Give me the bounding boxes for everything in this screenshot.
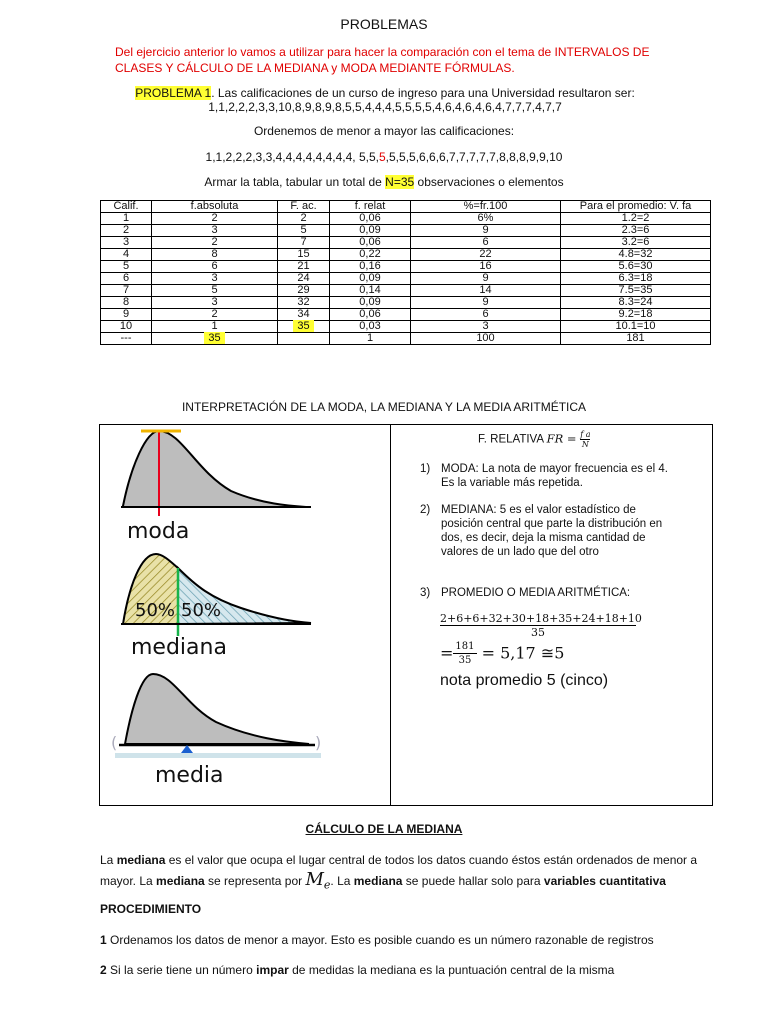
table-cell: 0,16 — [330, 261, 411, 273]
table-cell: 3 — [152, 225, 278, 237]
item3-text: PROMEDIO O MEDIA ARITMÉTICA: — [441, 587, 631, 599]
intro-note: Del ejercicio anterior lo vamos a utilizar para hacer la comparación con el tema de INTERVALOS DE CLASES Y CÁLCULO DE LA MEDIANA y MODA MEDIANTE FÓRMULAS. — [115, 45, 650, 75]
media-ground — [115, 753, 321, 758]
step-2 — [100, 960, 720, 980]
problem-statement — [70, 86, 700, 114]
def-bold-3: mediana — [353, 874, 403, 888]
table-cell: 24 — [278, 273, 330, 285]
col-fac: F. ac. — [278, 201, 330, 213]
result-equation — [440, 640, 564, 667]
table-row — [101, 237, 711, 249]
median-definition — [100, 850, 720, 895]
sum-fraction — [440, 612, 642, 639]
table-cell: 0,09 — [330, 273, 411, 285]
def-bold-1: mediana — [116, 853, 166, 867]
table-cell: 9 — [101, 309, 152, 321]
table-cell: 6 — [152, 261, 278, 273]
table-row — [101, 309, 711, 321]
table-cell: 0,06 — [330, 237, 411, 249]
table-cell: 29 — [278, 285, 330, 297]
media-curve — [125, 674, 309, 744]
item3-num: 3) — [420, 587, 431, 599]
media-right-bracket: ) — [315, 733, 322, 752]
table-cell: 32 — [278, 297, 330, 309]
table-cell: 9.2=18 — [561, 309, 711, 321]
table-cell: 5 — [278, 225, 330, 237]
table-cell: 0,03 — [330, 321, 411, 333]
table-cell: 7 — [278, 237, 330, 249]
table-cell: 21 — [278, 261, 330, 273]
table-cell: 5 — [101, 261, 152, 273]
median-symbol: M — [305, 869, 324, 890]
procedure-title: PROCEDIMIENTO — [100, 902, 202, 916]
table-cell: 5.6=30 — [561, 261, 711, 273]
eq-den: 35 — [458, 655, 472, 666]
eq-num: 181 — [455, 641, 475, 652]
table-row — [101, 249, 711, 261]
problem-text: . Las calificaciones de un curso de ingreso para una Universidad resultaron ser: — [211, 86, 635, 100]
table-cell: 2.3=6 — [561, 225, 711, 237]
step-1 — [100, 930, 720, 950]
table-cell: 2 — [152, 237, 278, 249]
table-row — [101, 297, 711, 309]
table-cell: 0,06 — [330, 213, 411, 225]
eq-fraction — [453, 640, 476, 667]
table-row — [101, 261, 711, 273]
fr-formula: FR = — [546, 431, 581, 446]
table-cell: 1 — [330, 333, 411, 345]
sorted-post: ,5,5,5,6,6,6,7,7,7,7,7,8,8,8,9,9,10 — [385, 150, 563, 164]
table-cell: 1 — [152, 321, 278, 333]
table-cell: 4.8=32 — [561, 249, 711, 261]
distribution-figure — [101, 426, 389, 802]
media-left-bracket: ( — [111, 733, 118, 752]
sorted-median-value: 5 — [378, 150, 386, 164]
median-symbol-sub: e — [323, 878, 331, 892]
right-pct: 50% — [181, 600, 222, 621]
fr-fraction — [580, 430, 590, 449]
table-cell: 0,06 — [330, 309, 411, 321]
fr-label: F. RELATIVA — [478, 433, 547, 446]
table-cell: 22 — [411, 249, 561, 261]
table-instruction — [0, 175, 768, 189]
table-cell: 181 — [561, 333, 711, 345]
def-text-1: La — [100, 853, 117, 867]
step2-num: 2 — [100, 963, 107, 977]
item1-num: 1) — [420, 463, 431, 475]
table-row — [101, 213, 711, 225]
table-cell: 1 — [101, 213, 152, 225]
relative-frequency-formula — [478, 430, 678, 449]
sum-numerator: 2+6+6+32+30+18+35+24+18+10 — [440, 612, 642, 625]
step2-bold: impar — [256, 963, 289, 977]
table-row — [101, 225, 711, 237]
table-cell: 7 — [101, 285, 152, 297]
mediana-label: mediana — [131, 635, 227, 660]
table-cell: 6 — [411, 309, 561, 321]
eq-prefix: = — [440, 643, 454, 663]
table-cell: 6.3=18 — [561, 273, 711, 285]
table-cell — [278, 333, 330, 345]
sorted-data — [0, 150, 768, 164]
table-instruction-post: observaciones o elementos — [414, 175, 564, 189]
table-row — [101, 285, 711, 297]
table-cell: 8 — [152, 249, 278, 261]
fr-den: N — [581, 440, 589, 449]
eq-result: = 5,17 ≅5 — [481, 643, 565, 663]
box-divider — [390, 424, 391, 805]
page-title: PROBLEMAS — [340, 16, 428, 32]
table-cell: 3 — [152, 297, 278, 309]
col-promedio: Para el promedio: V. fa — [561, 201, 711, 213]
table-cell: 34 — [278, 309, 330, 321]
order-label: Ordenemos de menor a mayor las calificaciones: — [253, 124, 515, 138]
col-fabsoluta: f.absoluta — [152, 201, 278, 213]
highlighted-value: 35 — [204, 332, 224, 344]
table-cell: 8.3=24 — [561, 297, 711, 309]
table-row — [101, 273, 711, 285]
table-cell: 2 — [152, 213, 278, 225]
table-cell: 0,14 — [330, 285, 411, 297]
item2-num: 2) — [420, 504, 431, 516]
def-bold-2: mediana — [156, 874, 205, 888]
table-row — [101, 333, 711, 345]
table-cell: 16 — [411, 261, 561, 273]
table-cell: 4 — [101, 249, 152, 261]
def-bold-4: variables cuantitativa — [543, 874, 666, 888]
step1-num: 1 — [100, 933, 107, 947]
table-cell: 3.2=6 — [561, 237, 711, 249]
calc-title: CÁLCULO DE LA MEDIANA — [305, 822, 463, 836]
moda-label: moda — [127, 519, 190, 544]
col-frelat: f. relat — [330, 201, 411, 213]
fr-num: f a — [580, 430, 591, 439]
table-cell: 0,09 — [330, 297, 411, 309]
def-text-3: se representa por — [204, 874, 306, 888]
table-cell: 2 — [101, 225, 152, 237]
table-cell: 9 — [411, 225, 561, 237]
table-cell: 2 — [152, 309, 278, 321]
problem-label: PROBLEMA 1 — [135, 86, 212, 100]
table-cell: 10 — [101, 321, 152, 333]
def-text-5: se puede hallar solo para — [402, 874, 544, 888]
table-cell: 6 — [411, 237, 561, 249]
table-cell: 5 — [152, 285, 278, 297]
table-cell — [278, 321, 330, 333]
media-label: media — [155, 763, 224, 788]
table-cell: 9 — [411, 273, 561, 285]
table-cell: 10.1=10 — [561, 321, 711, 333]
table-cell: 14 — [411, 285, 561, 297]
sorted-pre: 1,1,2,2,2,3,3,4,4,4,4,4,4,4,4, 5,5, — [205, 150, 379, 164]
table-cell: 9 — [411, 297, 561, 309]
table-cell — [152, 333, 278, 345]
table-instruction-pre: Armar la tabla, tabular un total de — [204, 175, 386, 189]
moda-curve — [123, 431, 306, 507]
table-cell: 1.2=2 — [561, 213, 711, 225]
item2-text: MEDIANA: 5 es el valor estadístico de posición central que parte la distribución en dos, es decir, deja la misma cantidad de valores de un lado que del otro — [441, 504, 663, 558]
table-cell: 2 — [278, 213, 330, 225]
left-pct: 50% — [135, 600, 176, 621]
table-cell: 3 — [152, 273, 278, 285]
nota-promedio: nota promedio 5 (cinco) — [440, 672, 609, 689]
table-cell: 0,09 — [330, 225, 411, 237]
highlighted-value: 35 — [293, 320, 313, 332]
step2-text-a: Si la serie tiene un número — [106, 963, 257, 977]
table-header-row — [101, 201, 711, 213]
table-cell: --- — [101, 333, 152, 345]
def-text-2: es el valor que ocupa el lugar central de todos los datos cuando éstos están ordenados de menor a mayor. La — [100, 853, 698, 888]
def-text-4: . La — [330, 874, 354, 888]
table-cell: 3 — [101, 237, 152, 249]
table-cell: 8 — [101, 297, 152, 309]
table-cell: 3 — [411, 321, 561, 333]
step1-text: Ordenamos los datos de menor a mayor. Esto es posible cuando es un número razonable de registros — [106, 933, 654, 947]
table-cell: 100 — [411, 333, 561, 345]
table-cell: 6 — [101, 273, 152, 285]
col-calif: Calif. — [101, 201, 152, 213]
sum-denominator: 35 — [531, 626, 545, 639]
frequency-table — [100, 200, 711, 345]
table-cell: 6% — [411, 213, 561, 225]
col-percent: %=fr.100 — [411, 201, 561, 213]
problem-data: 1,1,2,2,2,3,3,10,8,9,8,9,8,5,5,4,4,4,5,5,5,5,4,6,4,6,4,6,4,7,7,7,4,7,7 — [208, 100, 562, 114]
step2-text-c: de medidas la mediana es la puntuación central de la misma — [288, 963, 615, 977]
interpretation-title: INTERPRETACIÓN DE LA MODA, LA MEDIANA Y LA MEDIA ARITMÉTICA — [181, 400, 587, 414]
table-cell: 7.5=35 — [561, 285, 711, 297]
table-n: N=35 — [385, 175, 415, 189]
table-cell: 15 — [278, 249, 330, 261]
table-cell: 0,22 — [330, 249, 411, 261]
item1-text: MODA: La nota de mayor frecuencia es el 4. Es la variable más repetida. — [441, 463, 668, 489]
table-row — [101, 321, 711, 333]
